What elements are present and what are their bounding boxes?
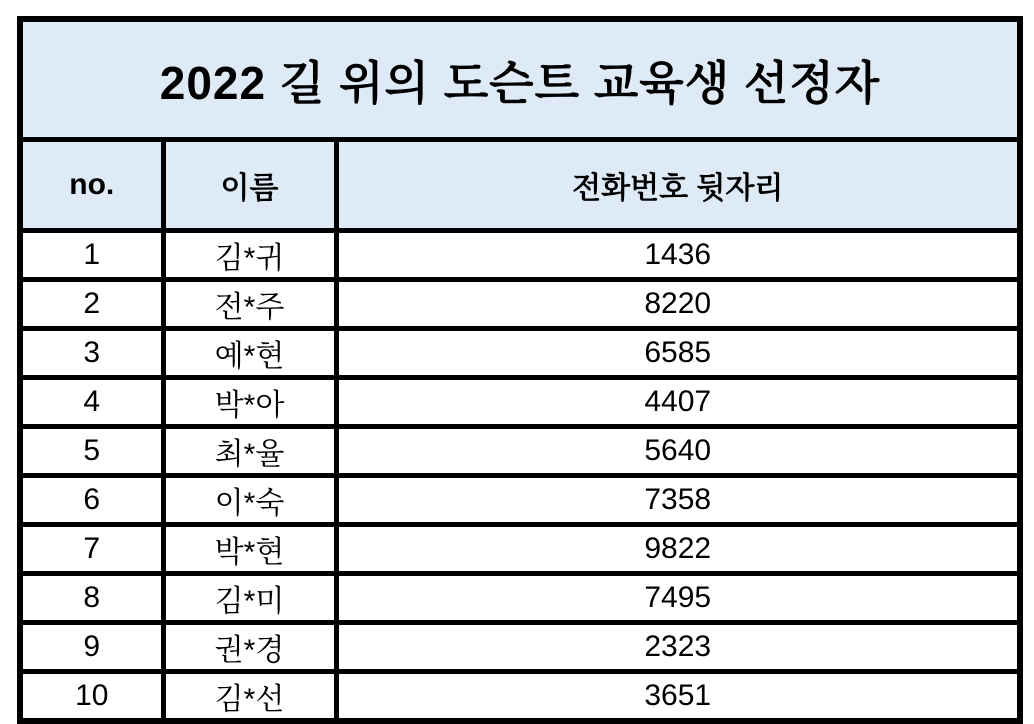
table-row: [20, 427, 1020, 476]
cell-no: 5: [20, 427, 163, 476]
cell-name: 최*율: [163, 427, 336, 476]
cell-phone: 9822: [336, 525, 1020, 574]
cell-phone: 8220: [336, 280, 1020, 329]
table-row: [20, 329, 1020, 378]
table-row: [20, 623, 1020, 672]
cell-name: 박*아: [163, 378, 336, 427]
cell-phone: 6585: [336, 329, 1020, 378]
cell-no: 2: [20, 280, 163, 329]
page-title: 2022 길 위의 도슨트 교육생 선정자: [20, 19, 1020, 140]
cell-name: 김*미: [163, 574, 336, 623]
column-header-phone: 전화번호 뒷자리: [336, 140, 1020, 231]
selection-table: [17, 16, 1023, 724]
cell-no: 8: [20, 574, 163, 623]
cell-name: 박*현: [163, 525, 336, 574]
cell-no: 3: [20, 329, 163, 378]
table-row: [20, 476, 1020, 525]
cell-phone: 1436: [336, 231, 1020, 280]
cell-name: 이*숙: [163, 476, 336, 525]
cell-no: 9: [20, 623, 163, 672]
column-header-name: 이름: [163, 140, 336, 231]
table-body: [20, 231, 1020, 722]
cell-no: 10: [20, 672, 163, 722]
cell-name: 김*선: [163, 672, 336, 722]
table-row: [20, 525, 1020, 574]
cell-phone: 5640: [336, 427, 1020, 476]
cell-phone: 7495: [336, 574, 1020, 623]
table-row: [20, 574, 1020, 623]
cell-name: 김*귀: [163, 231, 336, 280]
cell-name: 권*경: [163, 623, 336, 672]
title-row: [20, 19, 1020, 140]
cell-phone: 2323: [336, 623, 1020, 672]
column-header-row: [20, 140, 1020, 231]
table-row: [20, 378, 1020, 427]
cell-phone: 3651: [336, 672, 1020, 722]
table-row: [20, 280, 1020, 329]
cell-name: 예*현: [163, 329, 336, 378]
table-row: [20, 231, 1020, 280]
cell-no: 4: [20, 378, 163, 427]
cell-phone: 4407: [336, 378, 1020, 427]
cell-no: 1: [20, 231, 163, 280]
table-row: [20, 672, 1020, 722]
cell-no: 7: [20, 525, 163, 574]
column-header-no: no.: [20, 140, 163, 231]
selection-table-sheet: [17, 16, 1017, 724]
cell-phone: 7358: [336, 476, 1020, 525]
cell-no: 6: [20, 476, 163, 525]
cell-name: 전*주: [163, 280, 336, 329]
